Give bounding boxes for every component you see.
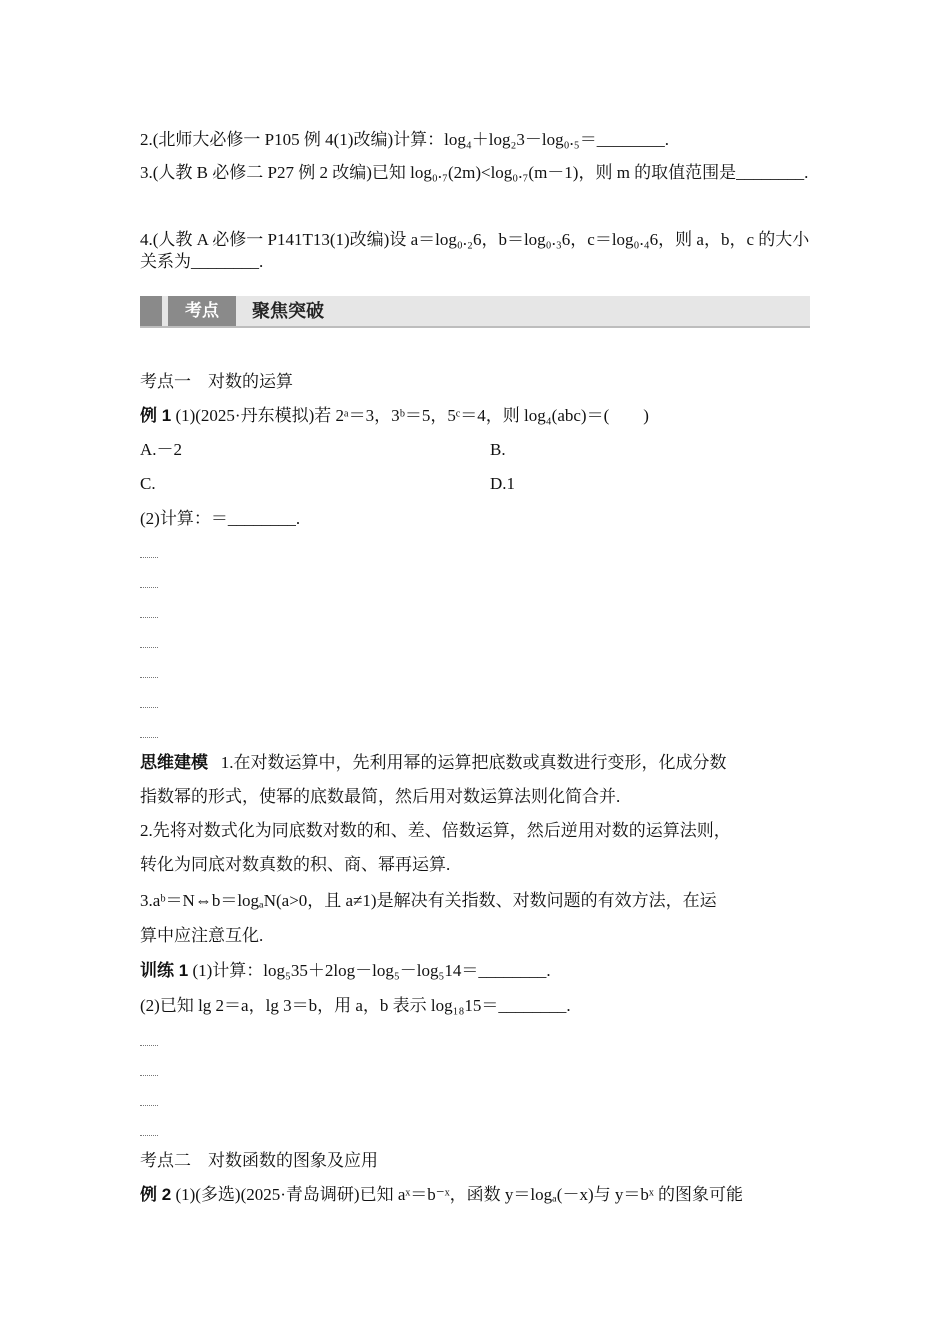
- training-text: (1)计算：log₅35＋2log－log₅－log₅14＝________.: [192, 961, 551, 980]
- question-number: 4.: [140, 230, 153, 249]
- question-text: 计算：log₄＋log₂3－log₀.₅＝________.: [393, 130, 669, 149]
- question-text: 设 a＝log₀.₂6，b＝log₀.₃6，c＝log₀.₄6，则 a，b，c 的大小关系为________.: [140, 230, 810, 271]
- model-para-3: 3.aᵇ＝N⇔b＝logₐN(a>0，且 a≠1)是解决有关指数、对数问题的有效方法，在运: [140, 891, 717, 910]
- answer-space-line: [140, 587, 158, 588]
- answer-space-line: [140, 1105, 158, 1106]
- answer-space-line: [140, 617, 158, 618]
- training-1-part-2: (2)已知 lg 2＝a，lg 3＝b，用 a，b 表示 log₁₈15＝________.: [140, 996, 571, 1015]
- training-1: [140, 960, 810, 982]
- option-d: D.1: [490, 474, 516, 493]
- section-heading-1: 考点一 对数的运算: [140, 372, 293, 391]
- question-4: [140, 229, 810, 273]
- answer-space-line: [140, 1135, 158, 1136]
- option-b: B.: [490, 440, 506, 459]
- model-para-1: [140, 752, 810, 774]
- example-text: (1)(2025·丹东模拟)若 2ᵃ＝3，3ᵇ＝5，5ᶜ＝4，则 log₄(abc)＝( ): [175, 406, 649, 425]
- question-source: (人教 A 必修一 P141T13(1)改编): [152, 230, 390, 249]
- question-number: 3.: [140, 163, 153, 182]
- example-text: (1)(多选)(2025·青岛调研)已知 aˣ＝b⁻ˣ，函数 y＝logₐ(－x)与 y＝bˣ 的图象可能: [175, 1185, 744, 1204]
- section-heading-2: 考点二 对数函数的图象及应用: [140, 1151, 378, 1170]
- example-1: [140, 405, 810, 427]
- question-text: 已知 log₀.₇(2m)<log₀.₇(m－1)，则 m 的取值范围是________.: [371, 163, 809, 182]
- model-label: 思维建模: [140, 753, 208, 772]
- answer-space-line: [140, 737, 158, 738]
- banner-stub: [140, 296, 162, 326]
- answer-space-line: [140, 647, 158, 648]
- question-2: [140, 129, 810, 151]
- example-1-part-2: (2)计算：＝________.: [140, 509, 301, 528]
- answer-space-line: [140, 1045, 158, 1046]
- answer-space-line: [140, 677, 158, 678]
- question-3: [140, 162, 810, 184]
- options-row-2: [140, 473, 810, 495]
- banner-title: 聚焦突破: [252, 301, 324, 321]
- model-para-2-cont: 转化为同底对数真数的积、商、幂再运算.: [140, 855, 451, 874]
- example-label: 例 1: [140, 406, 172, 425]
- example-2: [140, 1184, 810, 1206]
- option-a: A.－2: [140, 440, 183, 459]
- options-row-1: [140, 439, 810, 461]
- question-number: 2.: [140, 130, 153, 149]
- answer-space-line: [140, 557, 158, 558]
- training-label: 训练 1: [140, 961, 189, 980]
- question-source: (北师大必修一 P105 例 4(1)改编): [152, 130, 394, 149]
- question-source: (人教 B 必修二 P27 例 2 改编): [152, 163, 372, 182]
- section-banner: [140, 296, 810, 328]
- answer-space-line: [140, 707, 158, 708]
- model-text: 1.在对数运算中，先利用幂的运算把底数或真数进行变形，化成分数: [220, 753, 727, 772]
- model-para-1-cont: 指数幂的形式，使幂的底数最简，然后用对数运算法则化简合并.: [140, 787, 621, 806]
- model-para-2: 2.先将对数式化为同底数对数的和、差、倍数运算，然后逆用对数的运算法则，: [140, 821, 731, 840]
- banner-tab: 考点: [168, 296, 236, 326]
- option-c: C.: [140, 474, 156, 493]
- answer-space-line: [140, 1075, 158, 1076]
- model-para-3-cont: 算中应注意互化.: [140, 926, 264, 945]
- example-label: 例 2: [140, 1185, 172, 1204]
